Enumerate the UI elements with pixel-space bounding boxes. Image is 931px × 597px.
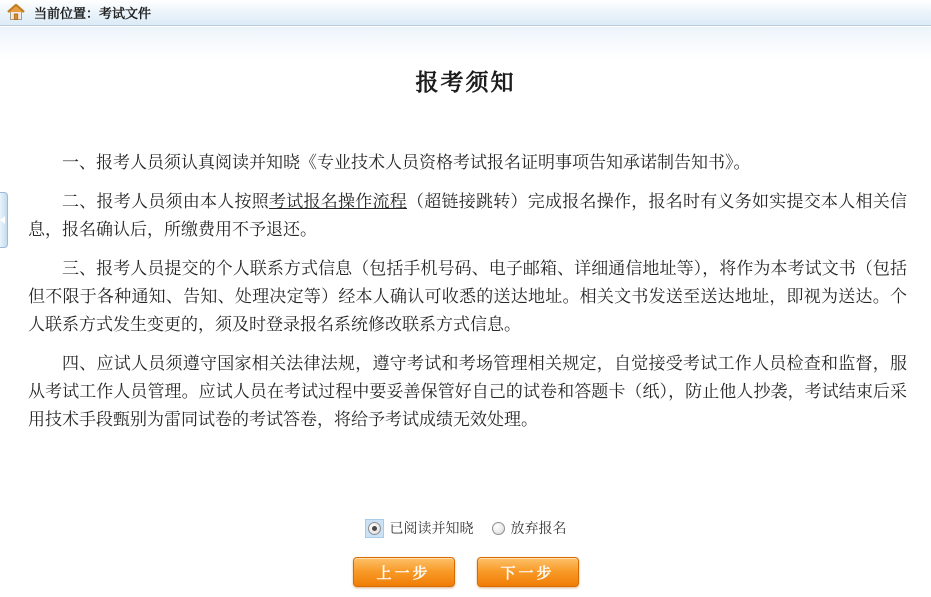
registration-procedure-link[interactable]: 考试报名操作流程 — [269, 192, 407, 211]
confirm-options — [0, 518, 931, 538]
notice-paragraph-4 — [28, 350, 907, 434]
next-step-button[interactable]: 下一步 — [477, 557, 579, 587]
paragraph-text: 一、报考人员须认真阅读并知晓《专业技术人员资格考试报名证明事项告知承诺制告知书》。 — [62, 153, 751, 172]
action-buttons — [0, 557, 931, 587]
notice-paragraph-1 — [28, 149, 907, 177]
breadcrumb-bar — [0, 0, 931, 26]
paragraph-text: 三、报考人员提交的个人联系方式信息（包括手机号码、电子邮箱、详细通信地址等），将作为本考试文书（包括但不限于各种通知、告知、处理决定等）经本人确认可收悉的送达地址。相关文书发送至送达地址，即视为送达。个人联系方式发生变更的，须及时登录报名系统修改联系方式信息。 — [28, 259, 907, 334]
radio-selected-highlight — [365, 519, 384, 538]
radio-checked-icon[interactable] — [368, 522, 381, 535]
breadcrumb: 当前位置：考试文件 — [34, 6, 152, 21]
chevron-left-icon — [0, 216, 5, 224]
page-title: 报考须知 — [415, 70, 516, 95]
notice-paragraph-2 — [28, 188, 907, 244]
home-icon[interactable] — [7, 4, 25, 21]
option-read-acknowledged[interactable] — [365, 518, 474, 538]
option-label: 已阅读并知晓 — [389, 520, 474, 536]
panel-collapse-handle[interactable] — [0, 192, 8, 248]
paragraph-text: 二、报考人员须由本人按照 — [62, 192, 269, 211]
notice-paragraph-3 — [28, 255, 907, 339]
notice-content — [28, 149, 907, 445]
paragraph-text: （超链接跳转）完成报名操作，报名时有义务如实提交本人相关信息，报名确认后，所缴费用不予退还。 — [28, 192, 907, 239]
option-label: 放弃报名 — [510, 520, 567, 536]
radio-unchecked-icon[interactable] — [492, 522, 505, 535]
header-fade — [0, 27, 931, 59]
option-abandon-registration[interactable] — [492, 518, 567, 538]
previous-step-button[interactable]: 上一步 — [353, 557, 455, 587]
paragraph-text: 四、应试人员须遵守国家相关法律法规，遵守考试和考场管理相关规定，自觉接受考试工作人员检查和监督，服从考试工作人员管理。应试人员在考试过程中要妥善保管好自己的试卷和答题卡（纸），防止他人抄袭，考试结束后采用技术手段甄别为雷同试卷的考试答卷，将给予考试成绩无效处理。 — [28, 354, 907, 429]
